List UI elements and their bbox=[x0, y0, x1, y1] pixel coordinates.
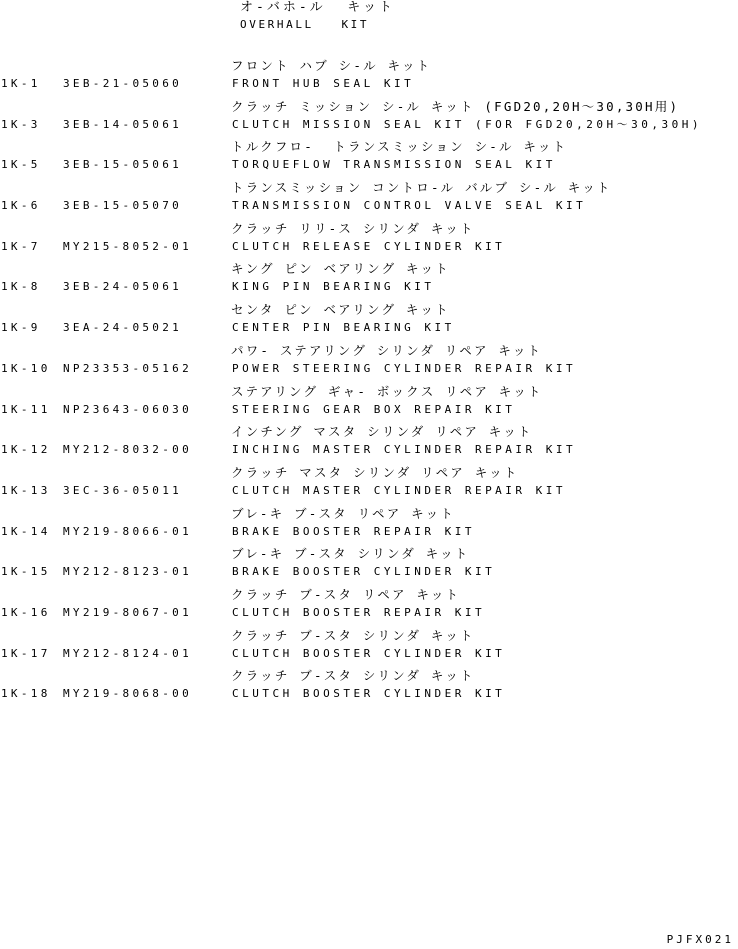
kit-entry bbox=[0, 301, 738, 342]
kit-entry bbox=[0, 545, 738, 586]
kit-item-number: 1K-11 bbox=[1, 402, 51, 416]
kit-list bbox=[0, 57, 738, 708]
kit-name-english: INCHING MASTER CYLINDER REPAIR KIT bbox=[232, 443, 577, 457]
page-title-english: OVERHALL KIT bbox=[240, 18, 370, 31]
kit-name-english: STEERING GEAR BOX REPAIR KIT bbox=[232, 402, 516, 416]
kit-entry bbox=[0, 260, 738, 301]
kit-name-japanese: クラッチ ブ-スタ シリンダ キット bbox=[231, 627, 475, 643]
kit-item-number: 1K-17 bbox=[1, 646, 51, 660]
kit-entry bbox=[0, 138, 738, 179]
kit-name-english: CLUTCH MASTER CYLINDER REPAIR KIT bbox=[232, 483, 567, 497]
kit-part-number: 3EB-15-05070 bbox=[63, 199, 183, 213]
kit-entry bbox=[0, 342, 738, 383]
kit-part-number: MY212-8124-01 bbox=[63, 646, 192, 660]
kit-part-number: 3EC-36-05011 bbox=[63, 483, 183, 497]
page-code: PJFX021 bbox=[666, 933, 734, 946]
kit-part-number: MY219-8067-01 bbox=[63, 605, 192, 619]
page-header bbox=[240, 0, 540, 32]
kit-name-japanese: クラッチ リリ-ス シリンダ キット bbox=[231, 220, 475, 236]
kit-item-number: 1K-7 bbox=[1, 239, 41, 253]
kit-name-english: BRAKE BOOSTER REPAIR KIT bbox=[232, 524, 475, 538]
kit-name-english: TRANSMISSION CONTROL VALVE SEAL KIT bbox=[232, 199, 587, 213]
kit-item-number: 1K-5 bbox=[1, 158, 41, 172]
kit-item-number: 1K-12 bbox=[1, 443, 51, 457]
kit-part-number: 3EB-14-05061 bbox=[63, 117, 183, 131]
kit-entry bbox=[0, 464, 738, 505]
kit-part-number: MY215-8052-01 bbox=[63, 239, 192, 253]
kit-entry bbox=[0, 179, 738, 220]
kit-name-japanese: パワ- ステアリング シリンダ リペア キット bbox=[231, 342, 543, 358]
kit-part-number: 3EB-24-05061 bbox=[63, 280, 183, 294]
kit-name-english: CLUTCH BOOSTER CYLINDER KIT bbox=[232, 646, 506, 660]
kit-part-number: 3EB-21-05060 bbox=[63, 77, 183, 90]
page-title-japanese: オ-バホ-ル キット bbox=[240, 0, 396, 15]
kit-name-english: CLUTCH BOOSTER REPAIR KIT bbox=[232, 605, 486, 619]
kit-name-english: POWER STEERING CYLINDER REPAIR KIT bbox=[232, 361, 577, 375]
kit-name-english: CLUTCH RELEASE CYLINDER KIT bbox=[232, 239, 506, 253]
kit-item-number: 1K-8 bbox=[1, 280, 41, 294]
kit-part-number: MY212-8123-01 bbox=[63, 565, 192, 579]
kit-item-number: 1K-6 bbox=[1, 199, 41, 213]
kit-name-english: CLUTCH BOOSTER CYLINDER KIT bbox=[232, 687, 506, 701]
kit-part-number: 3EB-15-05061 bbox=[63, 158, 183, 172]
kit-item-number: 1K-14 bbox=[1, 524, 51, 538]
kit-entry bbox=[0, 505, 738, 546]
kit-name-english: CENTER PIN BEARING KIT bbox=[232, 321, 455, 335]
kit-part-number: MY219-8066-01 bbox=[63, 524, 192, 538]
kit-name-english: TORQUEFLOW TRANSMISSION SEAL KIT bbox=[232, 158, 556, 172]
kit-name-japanese: インチング マスタ シリンダ リペア キット bbox=[231, 424, 533, 440]
kit-entry bbox=[0, 383, 738, 424]
kit-name-japanese: センタ ピン ベアリング キット bbox=[231, 302, 450, 318]
kit-part-number: MY219-8068-00 bbox=[63, 687, 192, 701]
kit-entry bbox=[0, 423, 738, 464]
kit-item-number: 1K-16 bbox=[1, 605, 51, 619]
kit-entry bbox=[0, 57, 738, 98]
kit-name-english: CLUTCH MISSION SEAL KIT (FOR FGD20,20H～30,30H) bbox=[232, 117, 703, 131]
kit-name-japanese: トランスミッション コントロ-ル バルブ シ-ル キット bbox=[231, 180, 612, 196]
kit-entry bbox=[0, 667, 738, 708]
kit-name-japanese: クラッチ ブ-スタ シリンダ キット bbox=[231, 668, 475, 684]
kit-name-english: FRONT HUB SEAL KIT bbox=[232, 77, 415, 90]
kit-name-english: KING PIN BEARING KIT bbox=[232, 280, 435, 294]
kit-name-japanese: クラッチ ブ-スタ リペア キット bbox=[231, 586, 461, 602]
kit-entry bbox=[0, 220, 738, 261]
kit-entry bbox=[0, 627, 738, 668]
kit-name-japanese: キング ピン ベアリング キット bbox=[231, 261, 450, 277]
kit-name-japanese: ステアリング ギャ- ボックス リペア キット bbox=[231, 383, 543, 399]
kit-entry bbox=[0, 586, 738, 627]
kit-item-number: 1K-13 bbox=[1, 483, 51, 497]
kit-item-number: 1K-10 bbox=[1, 361, 51, 375]
kit-name-japanese: クラッチ ミッション シ-ル キット (FGD20,20H～30,30H用) bbox=[231, 98, 680, 114]
kit-name-japanese: クラッチ マスタ シリンダ リペア キット bbox=[231, 464, 519, 480]
kit-entry bbox=[0, 98, 738, 139]
kit-part-number: MY212-8032-00 bbox=[63, 443, 192, 457]
kit-part-number: NP23643-06030 bbox=[63, 402, 192, 416]
kit-name-japanese: ブレ-キ ブ-スタ リペア キット bbox=[231, 505, 456, 521]
kit-item-number: 1K-1 bbox=[1, 77, 41, 90]
kit-item-number: 1K-15 bbox=[1, 565, 51, 579]
kit-item-number: 1K-3 bbox=[1, 117, 41, 131]
kit-item-number: 1K-9 bbox=[1, 321, 41, 335]
kit-item-number: 1K-18 bbox=[1, 687, 51, 701]
kit-part-number: 3EA-24-05021 bbox=[63, 321, 183, 335]
kit-name-japanese: フロント ハブ シ-ル キット bbox=[231, 58, 432, 73]
kit-name-japanese: トルクフロ- トランスミッション シ-ル キット bbox=[231, 139, 568, 155]
kit-name-japanese: ブレ-キ ブ-スタ シリンダ キット bbox=[231, 546, 470, 562]
kit-part-number: NP23353-05162 bbox=[63, 361, 192, 375]
kit-name-english: BRAKE BOOSTER CYLINDER KIT bbox=[232, 565, 496, 579]
